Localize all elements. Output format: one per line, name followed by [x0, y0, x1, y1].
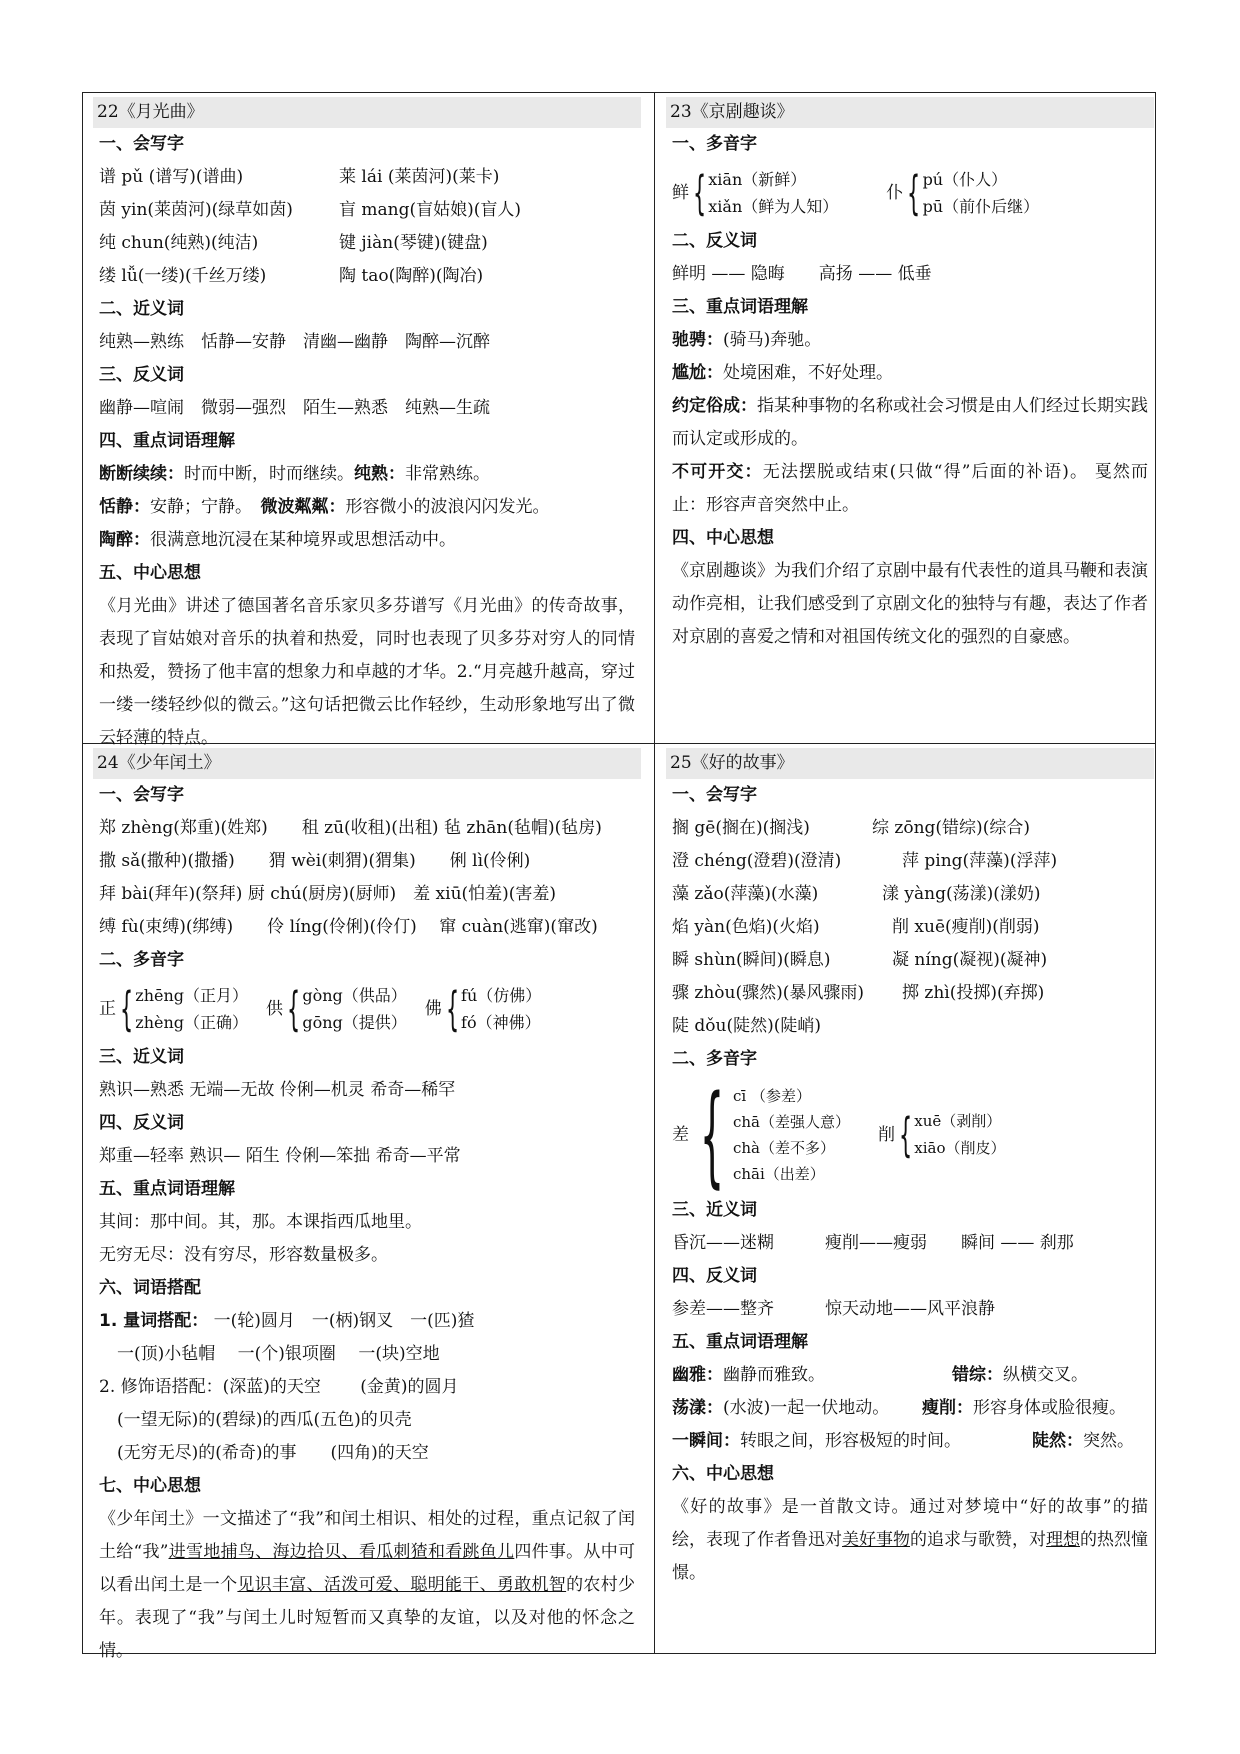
polyphone-block [99, 977, 635, 1041]
lesson-22-cell [91, 97, 643, 755]
section-heading: 一、会写字 [99, 134, 184, 154]
section-heading: 二、反义词 [672, 231, 757, 251]
section-heading: 四、反义词 [99, 1113, 184, 1133]
section-heading: 三、重点词语理解 [672, 297, 808, 317]
section-heading: 二、多音字 [672, 1049, 757, 1069]
collocation-line: (一望无际)的(碧绿)的西瓜(五色)的贝壳 [117, 1410, 412, 1430]
section-heading: 四、反义词 [672, 1266, 757, 1286]
central-idea: 《京剧趣谈》为我们介绍了京剧中最有代表性的道具马鞭和表演动作亮相，让我们感受到了京剧文化的独特与有趣，表达了作者对京剧的喜爱之情和对祖国传统文化的强烈的自豪感。 [672, 561, 1148, 647]
polyphone-group: 差 { cī （参差） chā（差强人意） chà（差不多） chāi（出差） [672, 1071, 851, 1199]
term-line: 驰骋：(骑马)奔驰。 [672, 330, 822, 350]
antonyms-line: 郑重—轻率 熟识— 陌生 伶俐—笨拙 希奇—平常 [99, 1146, 461, 1166]
term-line: 不可开交：无法摆脱或结束(只做“得”后面的补语)。 戛然而止：形容声音突然中止。 [672, 462, 1148, 515]
section-heading: 五、重点词语理解 [99, 1179, 235, 1199]
polyphone-group: 正 { zhēng（正月） zhèng（正确） [99, 982, 249, 1036]
write-row: 骤 zhòu(骤然)(暴风骤雨) 掷 zhì(投掷)(弃掷) [672, 983, 1045, 1003]
write-row: 茵 yin(莱茵河)(绿草如茵) 盲 mang(盲姑娘)(盲人) [99, 200, 522, 220]
lesson-24-cell [91, 748, 643, 1668]
section-heading: 四、中心思想 [672, 528, 774, 548]
brace-icon: { [693, 166, 707, 220]
central-idea: 《少年闰土》一文描述了“我”和闰土相识、相处的过程，重点记叙了闰土给“我”进雪地捕鸟、海边拾贝、看瓜刺猹和看跳鱼儿四件事。从中可以看出闰土是一个见识丰富、活泼可爱、聪明能干、勇敢机智的农村少年。表现了“我”与闰土儿时短暂而又真挚的友谊，以及对他的怀念之情。 [99, 1509, 636, 1661]
section-heading: 六、中心思想 [672, 1464, 774, 1484]
write-row: 纯 chun(纯熟)(纯洁) 键 jiàn(琴键)(键盘) [99, 233, 488, 253]
section-heading: 四、重点词语理解 [99, 431, 235, 451]
antonyms-line: 幽静—喧闹 微弱—强烈 陌生—熟悉 纯熟—生疏 [99, 398, 490, 418]
lesson-title: 22《月光曲》 [93, 97, 641, 128]
polyphone-group: 鲜 { xiān（新鲜） xiǎn（鲜为人知） [672, 166, 839, 220]
collocation-line: 2. 修饰语搭配：(深蓝)的天空 (金黄)的圆月 [99, 1377, 459, 1397]
brace-icon: { [907, 166, 921, 220]
polyphone-block [672, 1071, 1148, 1199]
term-line: 无穷无尽：没有穷尽，形容数量极多。 [99, 1245, 388, 1265]
antonyms-line: 鲜明 —— 隐晦 高扬 —— 低垂 [672, 264, 932, 284]
write-row: 搁 gē(搁在)(搁浅) 综 zōng(错综)(综合) [672, 818, 1030, 838]
write-row: 缕 lǚ(一缕)(千丝万缕) 陶 tao(陶醉)(陶冶) [99, 266, 484, 286]
synonyms-line: 纯熟—熟练 恬静—安静 清幽—幽静 陶醉—沉醉 [99, 332, 490, 352]
term-line: 陶醉：很满意地沉浸在某种境界或思想活动中。 [99, 530, 456, 550]
write-row: 谱 pǔ (谱写)(谱曲) 莱 lái (莱茵河)(莱卡) [99, 167, 500, 187]
central-idea: 《月光曲》讲述了德国著名音乐家贝多芬谱写《月光曲》的传奇故事，表现了盲姑娘对音乐的执着和热爱，同时也表现了贝多芬对穷人的同情和热爱，赞扬了他丰富的想象力和卓越的才华。2.“月亮越升越高，穿过一缕一缕轻纱似的微云。”这句话把微云比作轻纱，生动形象地写出了微云轻薄的特点。 [99, 596, 635, 748]
write-row: 撒 sǎ(撒种)(撒播) 猬 wèi(刺猬)(猬集) 俐 lì(伶俐) [99, 851, 531, 871]
section-heading: 二、近义词 [99, 299, 184, 319]
term-line: 断断续续：时而中断，时而继续。纯熟：非常熟练。 [99, 464, 490, 484]
brace-icon: { [699, 1071, 725, 1199]
term-line: 幽雅：幽静而雅致。 错综：纵横交叉。 [672, 1365, 1088, 1385]
section-heading: 三、近义词 [99, 1047, 184, 1067]
section-heading: 二、多音字 [99, 950, 184, 970]
section-heading: 三、反义词 [99, 365, 184, 385]
section-heading: 三、近义词 [672, 1200, 757, 1220]
brace-icon: { [287, 982, 301, 1036]
term-line: 约定俗成：指某种事物的名称或社会习惯是由人们经过长期实践而认定或形成的。 [672, 396, 1148, 449]
collocation-line: (无穷无尽)的(希奇)的事 (四角)的天空 [117, 1443, 429, 1463]
synonyms-line: 昏沉——迷糊 瘦削——瘦弱 瞬间 —— 刹那 [672, 1233, 1074, 1253]
section-heading: 一、会写字 [672, 785, 757, 805]
notes-table [82, 92, 1156, 1661]
term-line: 尴尬：处境困难，不好处理。 [672, 363, 893, 383]
collocation-line: 1. 量词搭配： 一(轮)圆月 一(柄)钢叉 一(匹)猹 [99, 1311, 475, 1331]
lesson-title: 23《京剧趣谈》 [666, 97, 1154, 128]
term-line: 恬静：安静；宁静。 微波粼粼：形容微小的波浪闪闪发光。 [99, 497, 550, 517]
column-divider [654, 93, 655, 1653]
polyphone-group: 仆 { pú（仆人） pū（前仆后继） [886, 166, 1040, 220]
antonyms-line: 参差——整齐 惊天动地——风平浪静 [672, 1299, 995, 1319]
write-row: 拜 bài(拜年)(祭拜) 厨 chú(厨房)(厨师) 羞 xiū(怕羞)(害羞) [99, 884, 557, 904]
brace-icon: { [445, 982, 459, 1036]
write-row: 瞬 shùn(瞬间)(瞬息) 凝 níng(凝视)(凝神) [672, 950, 1048, 970]
collocation-line: 一(顶)小毡帽 一(个)银项圈 一(块)空地 [117, 1344, 440, 1364]
write-row: 郑 zhèng(郑重)(姓郑) 租 zū(收租)(出租) 毡 zhān(毡帽)(毡房) [99, 818, 602, 838]
lesson-25-cell [664, 748, 1156, 1590]
term-line: 其间：那中间。其，那。本课指西瓜地里。 [99, 1212, 422, 1232]
lesson-23-cell [664, 97, 1156, 654]
section-heading: 五、重点词语理解 [672, 1332, 808, 1352]
section-heading: 一、多音字 [672, 134, 757, 154]
polyphone-block [672, 161, 1148, 225]
lesson-title: 25《好的故事》 [666, 748, 1154, 779]
term-line: 荡漾：(水波)一起一伏地动。 瘦削：形容身体或脸很瘦。 [672, 1398, 1126, 1418]
write-row: 陡 dǒu(陡然)(陡峭) [672, 1016, 821, 1036]
polyphone-group: 削 { xuē（剥削） xiāo（削皮） [878, 1108, 1006, 1162]
polyphone-group: 供 { gòng（供品） gōng（提供） [266, 982, 407, 1036]
brace-icon: { [120, 982, 134, 1036]
write-row: 缚 fù(束缚)(绑缚) 伶 líng(伶俐)(伶仃) 窜 cuàn(逃窜)(窜改) [99, 917, 598, 937]
write-row: 焰 yàn(色焰)(火焰) 削 xuē(瘦削)(削弱) [672, 917, 1040, 937]
polyphone-group: 佛 { fú（仿佛） fó（神佛） [424, 982, 542, 1036]
lesson-title: 24《少年闰土》 [93, 748, 641, 779]
write-row: 澄 chéng(澄碧)(澄清) 萍 ping(萍藻)(浮萍) [672, 851, 1058, 871]
section-heading: 七、中心思想 [99, 1476, 201, 1496]
central-idea: 《好的故事》是一首散文诗。通过对梦境中“好的故事”的描绘，表现了作者鲁迅对美好事物的追求与歌赞，对理想的热烈憧憬。 [672, 1497, 1148, 1583]
write-row: 藻 zǎo(萍藻)(水藻) 漾 yàng(荡漾)(漾奶) [672, 884, 1041, 904]
brace-icon: { [899, 1108, 913, 1162]
section-heading: 一、会写字 [99, 785, 184, 805]
term-line: 一瞬间：转眼之间，形容极短的时间。 陡然：突然。 [672, 1431, 1134, 1451]
section-heading: 六、词语搭配 [99, 1278, 201, 1298]
synonyms-line: 熟识—熟悉 无端—无故 伶俐—机灵 希奇—稀罕 [99, 1080, 456, 1100]
section-heading: 五、中心思想 [99, 563, 201, 583]
